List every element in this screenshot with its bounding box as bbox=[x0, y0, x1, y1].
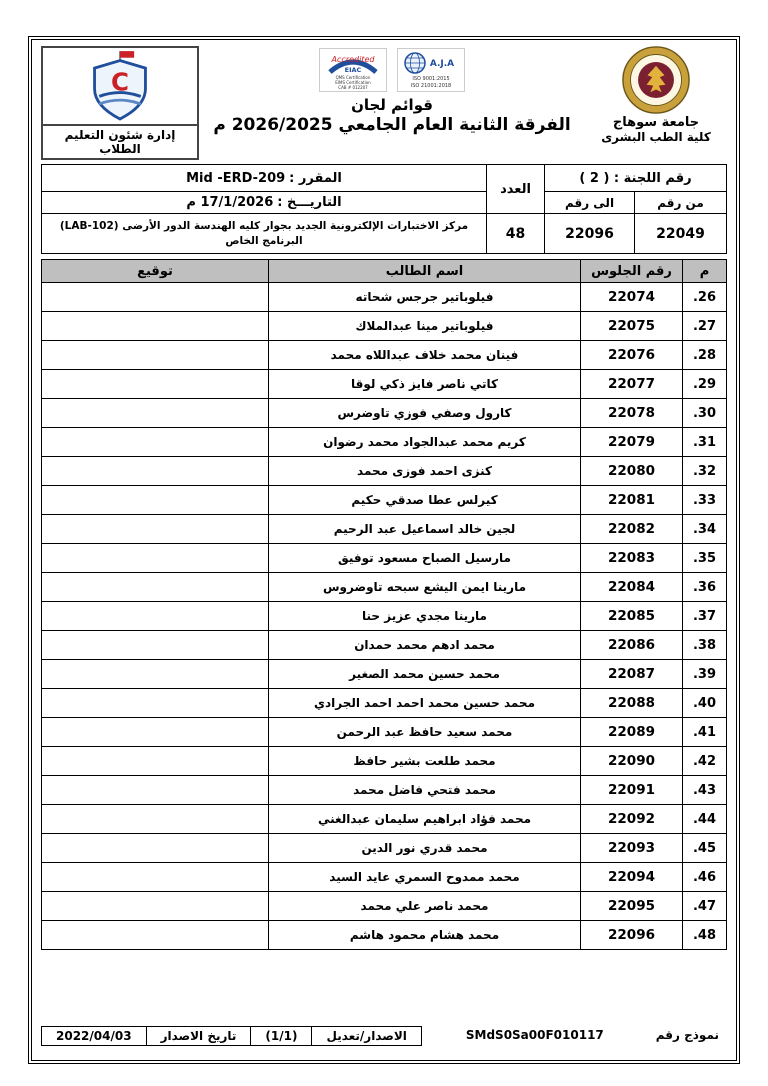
aja-iso-logo-icon bbox=[397, 48, 465, 92]
table-row bbox=[42, 747, 727, 776]
seat-number-cell: 22096 bbox=[581, 921, 683, 950]
signature-cell bbox=[42, 863, 269, 892]
seat-number-cell: 22094 bbox=[581, 863, 683, 892]
eiac-line1: QMS Certification bbox=[335, 75, 371, 80]
course-value: Mid -ERD-209 bbox=[186, 170, 286, 186]
student-name-cell: كنزى احمد فوزى محمد bbox=[269, 457, 581, 486]
issue-date-value: 2022/04/03 bbox=[41, 1026, 147, 1046]
date-value: 17/1/2026 م bbox=[186, 195, 274, 210]
row-index-cell: 33. bbox=[683, 486, 727, 515]
seat-number-cell: 22088 bbox=[581, 689, 683, 718]
signature-cell bbox=[42, 428, 269, 457]
student-name-cell: محمد ناصر علي محمد bbox=[269, 892, 581, 921]
signature-cell bbox=[42, 515, 269, 544]
table-row bbox=[42, 631, 727, 660]
table-row bbox=[42, 544, 727, 573]
row-index-cell: 31. bbox=[683, 428, 727, 457]
student-name-cell: فيلوباتير جرجس شحاته bbox=[269, 283, 581, 312]
student-name-cell: محمد حسين محمد الصغير bbox=[269, 660, 581, 689]
form-footer bbox=[41, 1026, 727, 1046]
header-signature: توقيع bbox=[42, 260, 269, 283]
table-row bbox=[42, 457, 727, 486]
student-name-cell: محمد فؤاد ابراهيم سليمان عبدالغني bbox=[269, 805, 581, 834]
signature-cell bbox=[42, 341, 269, 370]
form-number-label: نموذج رقم bbox=[655, 1028, 719, 1042]
course-label: المقرر : bbox=[289, 170, 342, 186]
student-name-cell: محمد ادهم محمد حمدان bbox=[269, 631, 581, 660]
table-row bbox=[42, 428, 727, 457]
seat-number-cell: 22086 bbox=[581, 631, 683, 660]
row-index-cell: 38. bbox=[683, 631, 727, 660]
signature-cell bbox=[42, 631, 269, 660]
seat-number-cell: 22089 bbox=[581, 718, 683, 747]
table-row bbox=[42, 718, 727, 747]
seat-number-cell: 22093 bbox=[581, 834, 683, 863]
row-index-cell: 39. bbox=[683, 660, 727, 689]
row-index-cell: 26. bbox=[683, 283, 727, 312]
aja-line2: ISO 21001:2018 bbox=[410, 83, 452, 89]
table-row bbox=[42, 486, 727, 515]
table-row bbox=[42, 341, 727, 370]
seat-number-cell: 22087 bbox=[581, 660, 683, 689]
student-name-cell: كاتي ناصر فايز ذكي لوقا bbox=[269, 370, 581, 399]
exam-location-cell: مركز الاختبارات الإلكترونية الجديد بجوار كليه الهندسة الدور الأرضى (LAB-102) البرنامج الخاص bbox=[42, 214, 487, 254]
count-label-cell: العدد bbox=[487, 165, 545, 214]
row-index-cell: 37. bbox=[683, 602, 727, 631]
row-index-cell: 45. bbox=[683, 834, 727, 863]
header-seat-number: رقم الجلوس bbox=[581, 260, 683, 283]
row-index-cell: 29. bbox=[683, 370, 727, 399]
university-block bbox=[585, 46, 727, 144]
seat-number-cell: 22075 bbox=[581, 312, 683, 341]
eiac-line3: CAB # 012207 bbox=[338, 85, 368, 90]
row-index-cell: 36. bbox=[683, 573, 727, 602]
admin-block bbox=[41, 46, 199, 160]
seat-number-cell: 22081 bbox=[581, 486, 683, 515]
seat-number-cell: 22090 bbox=[581, 747, 683, 776]
faculty-name: كلية الطب البشرى bbox=[601, 130, 711, 144]
table-row bbox=[42, 921, 727, 950]
row-index-cell: 43. bbox=[683, 776, 727, 805]
student-name-cell: مارينا مجدي عزيز حنا bbox=[269, 602, 581, 631]
signature-cell bbox=[42, 921, 269, 950]
student-table bbox=[41, 259, 727, 950]
table-row bbox=[42, 776, 727, 805]
page-frame bbox=[28, 36, 740, 1064]
table-row bbox=[42, 515, 727, 544]
count-value-cell: 48 bbox=[487, 214, 545, 254]
seat-number-cell: 22083 bbox=[581, 544, 683, 573]
signature-cell bbox=[42, 602, 269, 631]
signature-cell bbox=[42, 747, 269, 776]
seat-number-cell: 22077 bbox=[581, 370, 683, 399]
admin-emblem-letter: C bbox=[111, 67, 129, 97]
student-table-header-row bbox=[42, 260, 727, 283]
signature-cell bbox=[42, 544, 269, 573]
signature-cell bbox=[42, 776, 269, 805]
row-index-cell: 40. bbox=[683, 689, 727, 718]
table-row bbox=[42, 689, 727, 718]
seat-number-cell: 22078 bbox=[581, 399, 683, 428]
seat-number-cell: 22085 bbox=[581, 602, 683, 631]
document-title: قوائم لجان bbox=[351, 96, 433, 114]
student-name-cell: محمد طلعت بشير حافظ bbox=[269, 747, 581, 776]
issue-date-label: تاريخ الاصدار bbox=[146, 1026, 252, 1046]
table-row bbox=[42, 892, 727, 921]
row-index-cell: 30. bbox=[683, 399, 727, 428]
header-student-name: اسم الطالب bbox=[269, 260, 581, 283]
to-number-label: الى رقم bbox=[545, 192, 635, 214]
form-number-code: SMdS0Sa00F010117 bbox=[465, 1028, 604, 1042]
student-name-cell: محمد قدري نور الدين bbox=[269, 834, 581, 863]
version-value: (1/1) bbox=[250, 1026, 312, 1046]
student-name-cell: كارول وصفي فوزي تاوضرس bbox=[269, 399, 581, 428]
seat-number-cell: 22080 bbox=[581, 457, 683, 486]
student-name-cell: مارسيل الصباح مسعود توفيق bbox=[269, 544, 581, 573]
eiac-accreditation-logo-icon bbox=[319, 48, 387, 92]
table-row bbox=[42, 602, 727, 631]
eiac-name-text: EIAC bbox=[344, 66, 362, 74]
row-index-cell: 48. bbox=[683, 921, 727, 950]
seat-number-cell: 22095 bbox=[581, 892, 683, 921]
signature-cell bbox=[42, 486, 269, 515]
row-index-cell: 42. bbox=[683, 747, 727, 776]
seat-number-cell: 22074 bbox=[581, 283, 683, 312]
from-number-value: 22049 bbox=[635, 214, 727, 254]
header-center bbox=[199, 46, 585, 135]
row-index-cell: 47. bbox=[683, 892, 727, 921]
university-name: جامعة سوهاج bbox=[612, 115, 700, 130]
student-name-cell: مارينا ايمن اليشع سبحه تاوضروس bbox=[269, 573, 581, 602]
table-row bbox=[42, 660, 727, 689]
signature-cell bbox=[42, 718, 269, 747]
table-row bbox=[42, 312, 727, 341]
seat-number-cell: 22084 bbox=[581, 573, 683, 602]
student-name-cell: محمد فتحي فاضل محمد bbox=[269, 776, 581, 805]
student-name-cell: فينان محمد خلاف عبداللاه محمد bbox=[269, 341, 581, 370]
student-name-cell: محمد سعيد حافظ عبد الرحمن bbox=[269, 718, 581, 747]
signature-cell bbox=[42, 457, 269, 486]
table-row bbox=[42, 399, 727, 428]
education-admin-logo-box bbox=[41, 46, 199, 126]
student-name-cell: فيلوباتير مينا عبدالملاك bbox=[269, 312, 581, 341]
header bbox=[41, 46, 727, 160]
signature-cell bbox=[42, 283, 269, 312]
student-name-cell: محمد ممدوح السمري عايد السيد bbox=[269, 863, 581, 892]
signature-cell bbox=[42, 834, 269, 863]
signature-cell bbox=[42, 573, 269, 602]
aja-name-text: A.J.A bbox=[429, 59, 455, 69]
table-row bbox=[42, 573, 727, 602]
signature-cell bbox=[42, 312, 269, 341]
document-subtitle: الفرقة الثانية العام الجامعي 2026/2025 م bbox=[213, 115, 571, 135]
table-row bbox=[42, 805, 727, 834]
accreditation-logos bbox=[319, 48, 465, 92]
signature-cell bbox=[42, 660, 269, 689]
row-index-cell: 34. bbox=[683, 515, 727, 544]
student-name-cell: محمد حسين محمد احمد احمد الجرادي bbox=[269, 689, 581, 718]
date-label: التاريـــخ : bbox=[277, 195, 342, 210]
committee-number-cell: رقم اللجنة : ( 2 ) bbox=[545, 165, 727, 192]
header-index: م bbox=[683, 260, 727, 283]
date-cell bbox=[42, 192, 487, 214]
signature-cell bbox=[42, 689, 269, 718]
row-index-cell: 41. bbox=[683, 718, 727, 747]
exam-info-table bbox=[41, 164, 727, 254]
table-row bbox=[42, 834, 727, 863]
admin-department-label: إدارة شئون التعليم الطلاب bbox=[41, 126, 199, 160]
student-table-body bbox=[42, 283, 727, 950]
student-name-cell: لجين خالد اسماعيل عبد الرحيم bbox=[269, 515, 581, 544]
seat-number-cell: 22082 bbox=[581, 515, 683, 544]
signature-cell bbox=[42, 370, 269, 399]
seat-number-cell: 22091 bbox=[581, 776, 683, 805]
seat-number-cell: 22076 bbox=[581, 341, 683, 370]
table-row bbox=[42, 863, 727, 892]
eiac-accredited-text: Accredited bbox=[331, 55, 375, 64]
signature-cell bbox=[42, 805, 269, 834]
student-name-cell: محمد هشام محمود هاشم bbox=[269, 921, 581, 950]
seat-number-cell: 22092 bbox=[581, 805, 683, 834]
student-name-cell: كريم محمد عبدالجواد محمد رضوان bbox=[269, 428, 581, 457]
signature-cell bbox=[42, 892, 269, 921]
row-index-cell: 32. bbox=[683, 457, 727, 486]
row-index-cell: 46. bbox=[683, 863, 727, 892]
course-cell bbox=[42, 165, 487, 192]
table-row bbox=[42, 370, 727, 399]
row-index-cell: 44. bbox=[683, 805, 727, 834]
education-admin-shield-icon bbox=[87, 49, 153, 123]
version-label: الاصدار/تعديل bbox=[311, 1026, 421, 1046]
table-row bbox=[42, 283, 727, 312]
aja-line1: ISO 9001:2015 bbox=[412, 76, 450, 82]
row-index-cell: 35. bbox=[683, 544, 727, 573]
signature-cell bbox=[42, 399, 269, 428]
seat-number-cell: 22079 bbox=[581, 428, 683, 457]
row-index-cell: 27. bbox=[683, 312, 727, 341]
from-number-label: من رقم bbox=[635, 192, 727, 214]
eiac-line2: EIMS Certification bbox=[335, 80, 371, 85]
to-number-value: 22096 bbox=[545, 214, 635, 254]
row-index-cell: 28. bbox=[683, 341, 727, 370]
sohag-university-logo-icon bbox=[622, 46, 690, 114]
student-name-cell: كيرلس عطا صدقي حكيم bbox=[269, 486, 581, 515]
